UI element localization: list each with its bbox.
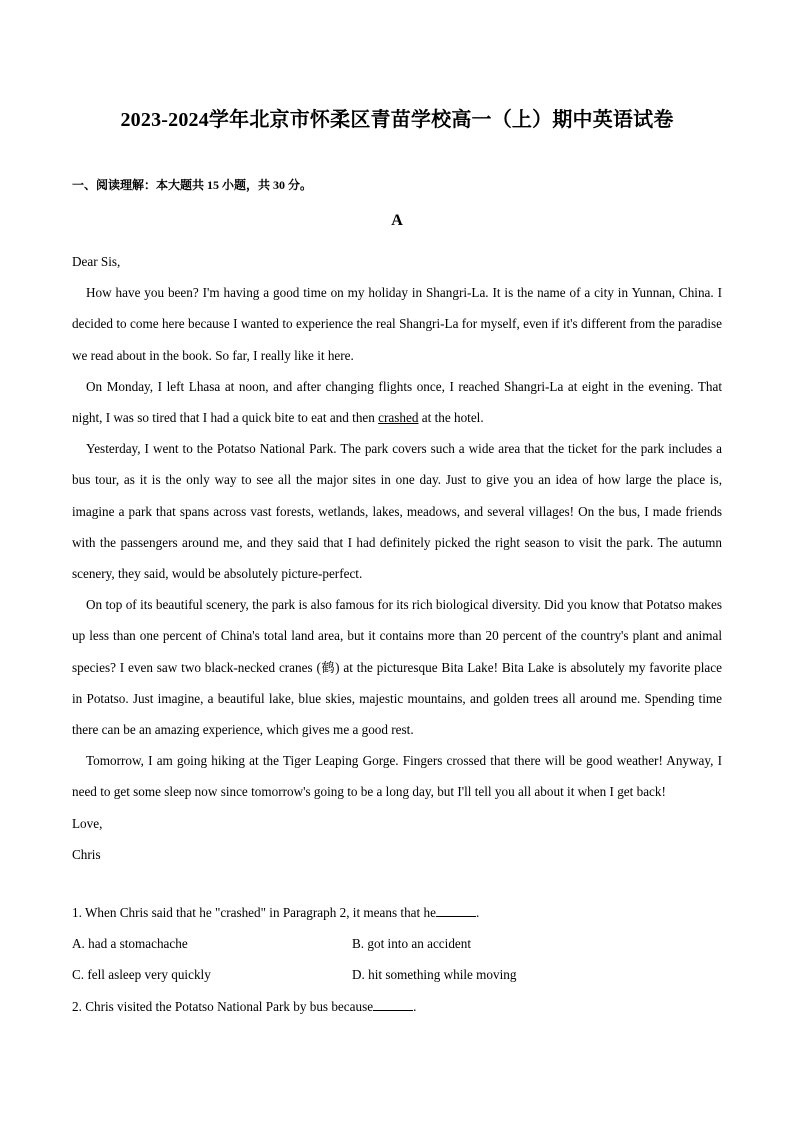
paragraph-1: How have you been? I'm having a good time on my holiday in Shangri-La. It is the name of a city in Yunnan, China. I decided to come here because I wanted to experience the real Shangri-La for myself, even if it's different from the paradise we read about in the book. So far, I really like it here. <box>72 285 722 363</box>
section-heading: 一、阅读理解：本大题共 15 小题，共 30 分。 <box>72 178 313 192</box>
question-2-end: . <box>413 999 417 1014</box>
option-c: C. fell asleep very quickly <box>72 967 211 982</box>
answer-blank <box>436 904 476 917</box>
question-1 <box>72 904 722 921</box>
paragraph-2 <box>72 371 722 433</box>
option-b: B. got into an accident <box>352 936 472 951</box>
question-2-stem: 2. Chris visited the Potatso National Park by bus because <box>72 999 374 1014</box>
letter-signature: Chris <box>72 846 101 862</box>
question-1-stem: 1. When Chris said that he "crashed" in Paragraph 2, it means that he <box>72 905 436 920</box>
letter-closing: Love, <box>72 815 103 831</box>
option-a: A. had a stomachache <box>72 936 188 951</box>
question-1-end: . <box>475 905 480 920</box>
passage-label: A <box>391 212 403 229</box>
underlined-word-crashed: crashed <box>378 410 419 426</box>
paragraph-4: On top of its beautiful scenery, the park is also famous for its rich biological diversity. Did you know that Potatso makes up less than one percent of China's total land area, but it contains more than 20 percent of the country's plant and animal species? I even saw two black-necked cranes (鹤) at the picturesque Bita Lake! Bita Lake is absolutely my favorite place in Potatso. Just imagine, a beautiful lake, blue skies, majestic mountains, and golden trees all around me. Spending time there can be an amazing experience, which gives me a good rest. <box>72 597 722 738</box>
passage-body <box>72 246 722 870</box>
paragraph-2-text-after: at the hotel. <box>418 410 484 426</box>
exam-title: 2023-2024学年北京市怀柔区青苗学校高一（上）期中英语试卷 <box>120 109 674 131</box>
paragraph-2-text-before: On Monday, I left Lhasa at noon, and after changing flights once, I reached Shangri-La at eight in the evening. That night, I was so tired that I had a quick bite to eat and then <box>72 378 722 426</box>
question-2 <box>72 998 722 1015</box>
paragraph-3: Yesterday, I went to the Potatso National Park. The park covers such a wide area that the ticket for the park includes a bus tour, as it is the only way to see all the major sites in one day. Just to give you an idea of how large the place is, imagine a park that spans across vast forests, wetlands, lakes, meadows, and several villages! On the bus, I made friends with the passengers around me, and they said that I had definitely picked the right season to visit the park. The autumn scenery, they said, would be absolutely picture-perfect. <box>72 441 722 582</box>
answer-blank <box>373 998 413 1011</box>
paragraph-5: Tomorrow, I am going hiking at the Tiger Leaping Gorge. Fingers crossed that there will be good weather! Anyway, I need to get some sleep now since tomorrow's going to be a long day, but I'll tell you all about it when I get back! <box>72 753 722 800</box>
letter-greeting: Dear Sis, <box>72 254 121 269</box>
option-d: D. hit something while moving <box>352 967 517 982</box>
